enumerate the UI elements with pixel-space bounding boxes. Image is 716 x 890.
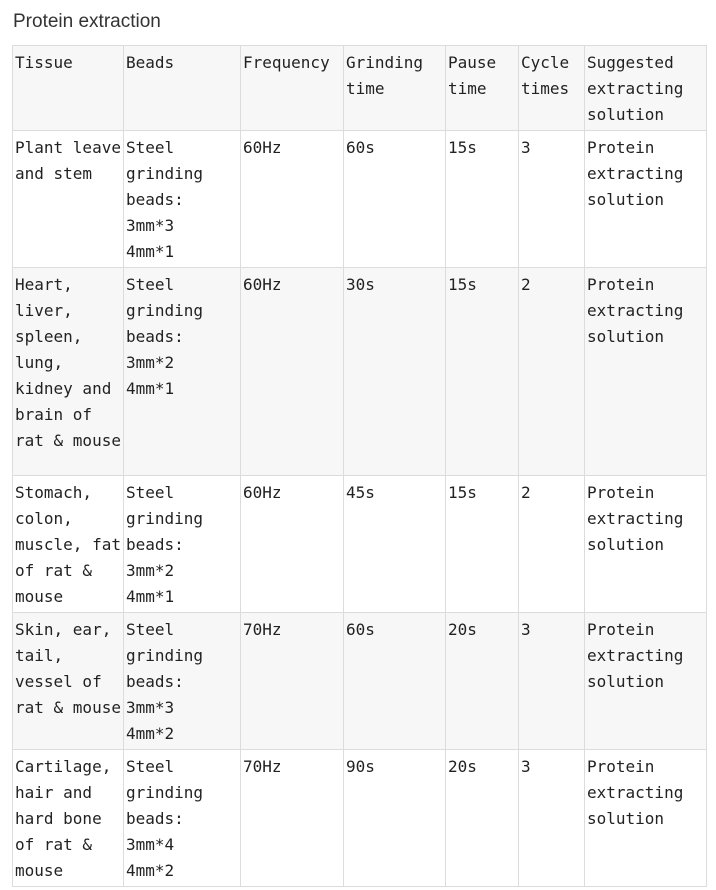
table-row [13, 613, 707, 750]
table-row [13, 750, 707, 887]
cell-suggested-solution: Protein extracting solution [585, 268, 707, 476]
cell-grinding-time: 60s [344, 131, 446, 268]
cell-tissue: Stomach, colon, muscle, fat of rat & mouse [13, 476, 124, 613]
table-header-row [13, 46, 707, 131]
cell-grinding-time: 90s [344, 750, 446, 887]
header-frequency: Frequency [241, 46, 344, 131]
cell-cycle-times: 3 [519, 613, 585, 750]
cell-beads: Steel grinding beads: 3mm*3 4mm*2 [124, 613, 241, 750]
cell-suggested-solution: Protein extracting solution [585, 131, 707, 268]
cell-suggested-solution: Protein extracting solution [585, 750, 707, 887]
protein-extraction-table [12, 45, 707, 887]
header-pause-time: Pause time [446, 46, 519, 131]
cell-tissue: Plant leave and stem [13, 131, 124, 268]
cell-frequency: 60Hz [241, 268, 344, 476]
cell-beads: Steel grinding beads: 3mm*3 4mm*1 [124, 131, 241, 268]
header-suggested-solution: Suggested extracting solution [585, 46, 707, 131]
header-beads: Beads [124, 46, 241, 131]
table-row [13, 476, 707, 613]
cell-beads: Steel grinding beads: 3mm*2 4mm*1 [124, 268, 241, 476]
cell-pause-time: 20s [446, 613, 519, 750]
header-grinding-time: Grinding time [344, 46, 446, 131]
cell-frequency: 70Hz [241, 613, 344, 750]
cell-grinding-time: 60s [344, 613, 446, 750]
cell-suggested-solution: Protein extracting solution [585, 613, 707, 750]
table-row [13, 268, 707, 476]
cell-pause-time: 15s [446, 131, 519, 268]
cell-frequency: 60Hz [241, 131, 344, 268]
table-row [13, 131, 707, 268]
cell-cycle-times: 3 [519, 750, 585, 887]
page-title: Protein extraction [13, 11, 161, 32]
cell-frequency: 60Hz [241, 476, 344, 613]
header-tissue: Tissue [13, 46, 124, 131]
cell-pause-time: 15s [446, 476, 519, 613]
cell-beads: Steel grinding beads: 3mm*4 4mm*2 [124, 750, 241, 887]
cell-tissue: Skin, ear, tail, vessel of rat & mouse [13, 613, 124, 750]
cell-frequency: 70Hz [241, 750, 344, 887]
cell-tissue: Heart, liver, spleen, lung, kidney and brain of rat & mouse [13, 268, 124, 476]
cell-pause-time: 15s [446, 268, 519, 476]
cell-beads: Steel grinding beads: 3mm*2 4mm*1 [124, 476, 241, 613]
cell-pause-time: 20s [446, 750, 519, 887]
cell-cycle-times: 3 [519, 131, 585, 268]
cell-suggested-solution: Protein extracting solution [585, 476, 707, 613]
header-cycle-times: Cycle times [519, 46, 585, 131]
cell-cycle-times: 2 [519, 476, 585, 613]
cell-tissue: Cartilage, hair and hard bone of rat & mouse [13, 750, 124, 887]
cell-cycle-times: 2 [519, 268, 585, 476]
cell-grinding-time: 30s [344, 268, 446, 476]
cell-grinding-time: 45s [344, 476, 446, 613]
